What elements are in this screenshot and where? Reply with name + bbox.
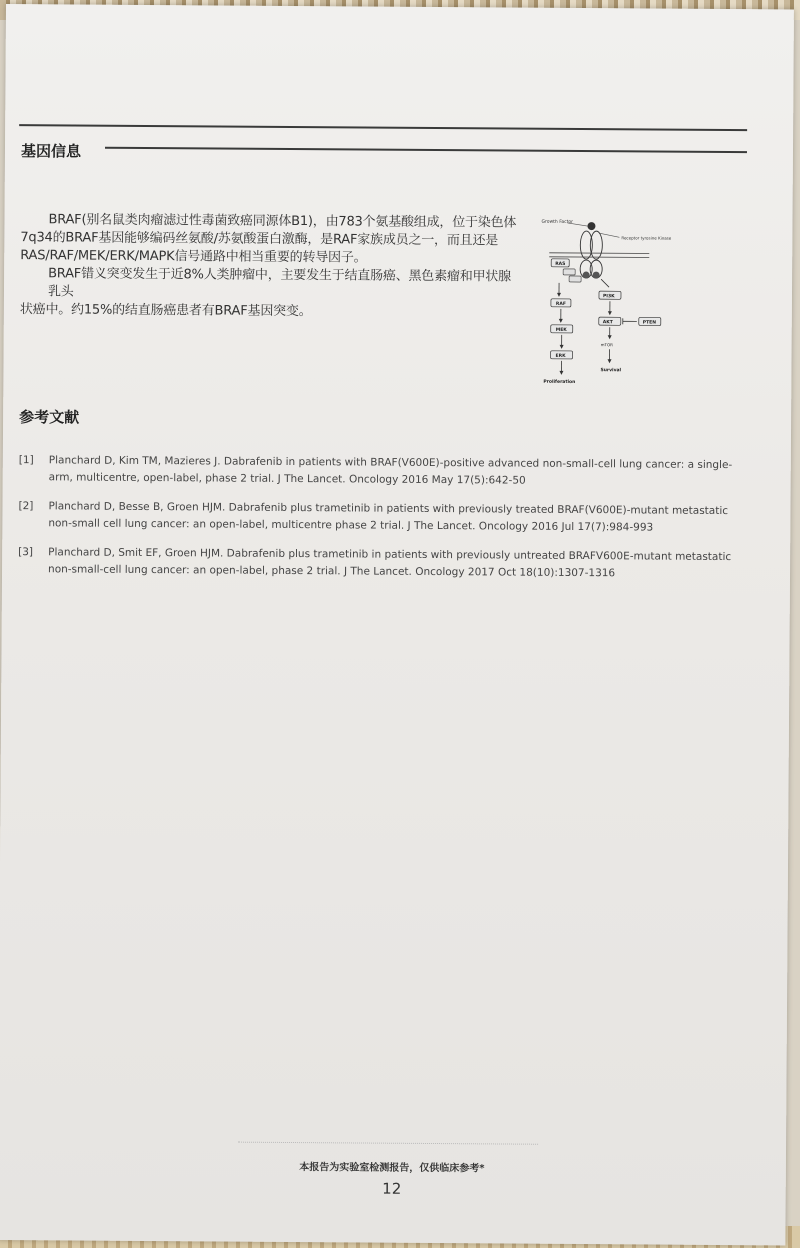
reference-number: [1]	[18, 454, 34, 467]
footer-divider	[238, 1142, 538, 1145]
akt-label: AKT	[602, 320, 613, 326]
proliferation-label: Proliferation	[543, 379, 576, 385]
pathway-diagram	[538, 213, 679, 394]
gene-info-line: 7q34的BRAF基因能够编码丝氨酸/苏氨酸蛋白激酶，是RAF家族成员之一，而且还是	[20, 230, 499, 249]
section-title-references: 参考文献	[19, 408, 80, 427]
reference-text: Planchard D, Kim TM, Mazieres J. Dabrafenib in patients with BRAF(V600E)-positive advanced non-small-cell lung cancer: a single-arm, multicentre, open-label, phase 2 trial. J The Lancet. Oncology 2016 May 17(5):642-50	[48, 454, 733, 487]
header-rule-top	[19, 124, 747, 131]
gene-info-line: BRAF错义突变发生于近8%人类肿瘤中，主要发生于结直肠癌、黑色素瘤和甲状腺乳头	[47, 266, 511, 300]
kinase-dot-right	[593, 272, 600, 279]
reference-text: Planchard D, Besse B, Groen HJM. Dabrafenib plus trametinib in patients with previously treated BRAF(V600E)-mutant metastatic non-small cell lung cancer: an open-label, multicentre phase 2 trial. J The Lancet. Oncology 2016 Jul 17(7):984-993	[48, 500, 729, 534]
growth-factor-dot	[587, 222, 595, 230]
footer-note: 本报告为实验室检测报告，仅供临床参考*	[299, 1162, 485, 1175]
page-number: 12	[382, 1179, 402, 1198]
pi3k-label: PI3K	[602, 294, 615, 300]
gene-info-paragraph	[20, 211, 521, 322]
diagram-label-growth-factor: Growth Factor	[541, 219, 574, 225]
reference-number: [2]	[18, 500, 34, 513]
reference-item	[19, 452, 749, 491]
gene-info-line: 状癌中。约15%的结直肠癌患者有BRAF基因突变。	[19, 302, 312, 320]
section-title-gene-info: 基因信息	[20, 142, 82, 161]
membrane-line-2	[549, 257, 649, 258]
mek-label: MEK	[555, 327, 567, 333]
reference-number: [3]	[18, 546, 34, 559]
gene-info-line: BRAF(别名鼠类肉瘤滤过性毒菌致癌同源体B1)，由783个氨基酸组成，位于染色体	[48, 212, 517, 231]
reference-item	[18, 498, 748, 537]
reference-item	[18, 544, 748, 583]
report-page	[0, 4, 794, 1245]
pten-label: PTEN	[642, 320, 657, 326]
reference-text: Planchard D, Smit EF, Groen HJM. Dabrafenib plus trametinib in patients with previously untreated BRAFV600E-mutant metastatic non-small-cell lung cancer: an open-label, phase 2 trial. J The Lancet. Oncology 2017 Oct 18(10):1307-1316	[48, 546, 732, 580]
kinase-dot-left	[583, 272, 590, 279]
raf-label: RAF	[555, 301, 566, 307]
gene-info-line: RAS/RAF/MEK/ERK/MAPK信号通路中相当重要的转导因子。	[20, 248, 367, 266]
erk-label: ERK	[555, 353, 566, 359]
diagram-label-receptor: Receptor tyrosine Kinase	[621, 235, 672, 241]
membrane-line-1	[549, 253, 649, 254]
header-rule-bottom	[105, 147, 747, 153]
survival-label: Survival	[600, 368, 622, 374]
mtor-label: mTOR	[600, 342, 613, 348]
ras-label: RAS	[555, 261, 566, 267]
